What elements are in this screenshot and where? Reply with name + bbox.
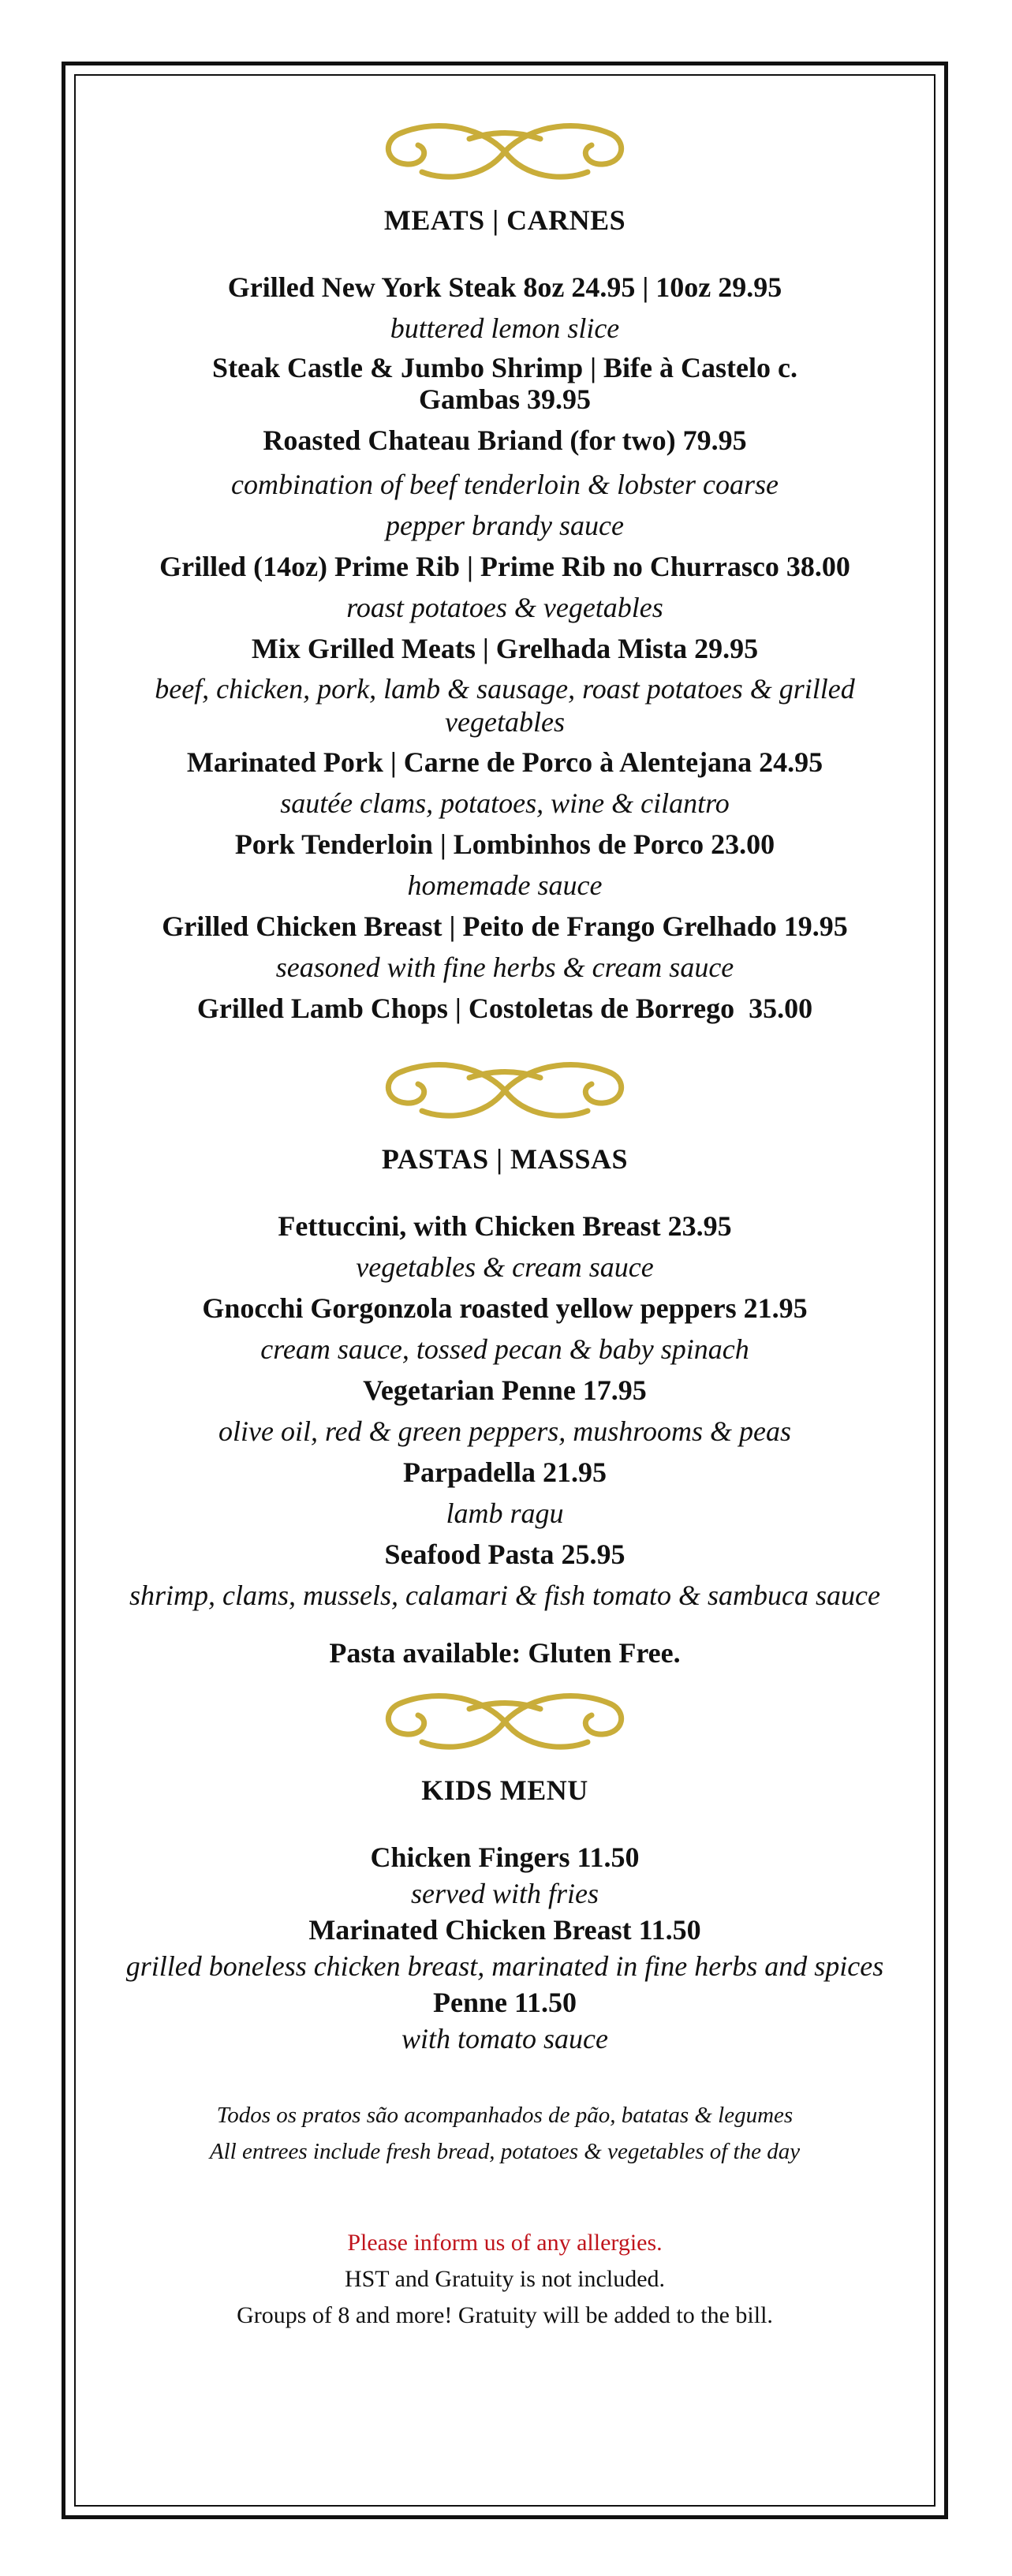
menu-item-desc: with tomato sauce [401, 2023, 608, 2054]
menu-item-name: Grilled New York Steak 8oz 24.95 | 10oz 29.95 [227, 271, 782, 303]
menu-item-desc: olive oil, red & green peppers, mushrooms & peas [218, 1415, 791, 1447]
gold-flourish-ornament-icon [375, 1054, 635, 1127]
gold-flourish-ornament-icon [375, 115, 635, 188]
section-title-meats: MEATS | CARNES [383, 204, 626, 236]
menu-item-name: Grilled Chicken Breast | Peito de Frango Grelhado 19.95 [162, 910, 848, 942]
menu-item-name: Grilled (14oz) Prime Rib | Prime Rib no Churrasco 38.00 [159, 551, 850, 582]
section-title-pastas: PASTAS | MASSAS [381, 1143, 629, 1175]
menu-item-name: Marinated Chicken Breast 11.50 [308, 1914, 701, 1946]
menu-item-name: Penne 11.50 [432, 1987, 577, 2018]
menu-item-desc: homemade sauce [407, 869, 603, 901]
menu-item-desc: lamb ragu [446, 1497, 564, 1529]
menu-item-name: Parpadella 21.95 [403, 1456, 607, 1488]
menu-item-desc: served with fries [411, 1878, 599, 1909]
menu-item-name: Seafood Pasta 25.95 [384, 1538, 625, 1570]
section-title-kids: KIDS MENU [421, 1774, 588, 1806]
menu-item-desc: buttered lemon slice [390, 312, 620, 344]
menu-item-name: Fettuccini, with Chicken Breast 23.95 [278, 1210, 732, 1242]
menu-item-name: Grilled Lamb Chops | Costoletas de Borrego 35.00 [196, 993, 813, 1024]
menu-item-desc: shrimp, clams, mussels, calamari & fish tomato & sambuca sauce [129, 1580, 880, 1611]
menu-item-name: Vegetarian Penne 17.95 [363, 1374, 647, 1406]
gluten-free-note: Pasta available: Gluten Free. [329, 1637, 681, 1669]
hst-notice: HST and Gratuity is not included. [344, 2266, 666, 2292]
menu-item-desc: cream sauce, tossed pecan & baby spinach [260, 1333, 749, 1365]
menu-item-name: Chicken Fingers 11.50 [370, 1841, 640, 1873]
menu-item-name: Pork Tenderloin | Lombinhos de Porco 23.00 [234, 828, 775, 860]
allergy-notice: Please inform us of any allergies. [347, 2230, 663, 2256]
footer-portuguese-note: Todos os pratos são acompanhados de pão, batatas & legumes [216, 2103, 794, 2128]
gold-flourish-ornament-icon [375, 1685, 635, 1758]
menu-item-desc: seasoned with fine herbs & cream sauce [275, 952, 734, 983]
menu-item-desc: combination of beef tenderloin & lobster coarse pepper brandy sauce [231, 469, 779, 541]
menu-content [87, 87, 923, 2334]
menu-item-name: Roasted Chateau Briand (for two) 79.95 [263, 424, 747, 456]
menu-item-name: Marinated Pork | Carne de Porco à Alentejana 24.95 [186, 746, 823, 778]
menu-item-desc: sautée clams, potatoes, wine & cilantro [280, 787, 730, 819]
menu-item-name: Gnocchi Gorgonzola roasted yellow peppers 21.95 [202, 1292, 808, 1324]
gratuity-notice: Groups of 8 and more! Gratuity will be added to the bill. [237, 2302, 773, 2328]
menu-item-desc: roast potatoes & vegetables [346, 592, 663, 623]
menu-item-desc: vegetables & cream sauce [356, 1251, 654, 1283]
footer-english-note: All entrees include fresh bread, potatoes & vegetables of the day [209, 2139, 801, 2164]
menu-item-name: Steak Castle & Jumbo Shrimp | Bife à Castelo c. Gambas 39.95 [212, 352, 797, 415]
menu-item-desc: grilled boneless chicken breast, marinated in fine herbs and spices [125, 1950, 884, 1982]
menu-item-name: Mix Grilled Meats | Grelhada Mista 29.95 [251, 633, 759, 664]
menu-item-desc: beef, chicken, pork, lamb & sausage, roast potatoes & grilled vegetables [155, 673, 855, 738]
